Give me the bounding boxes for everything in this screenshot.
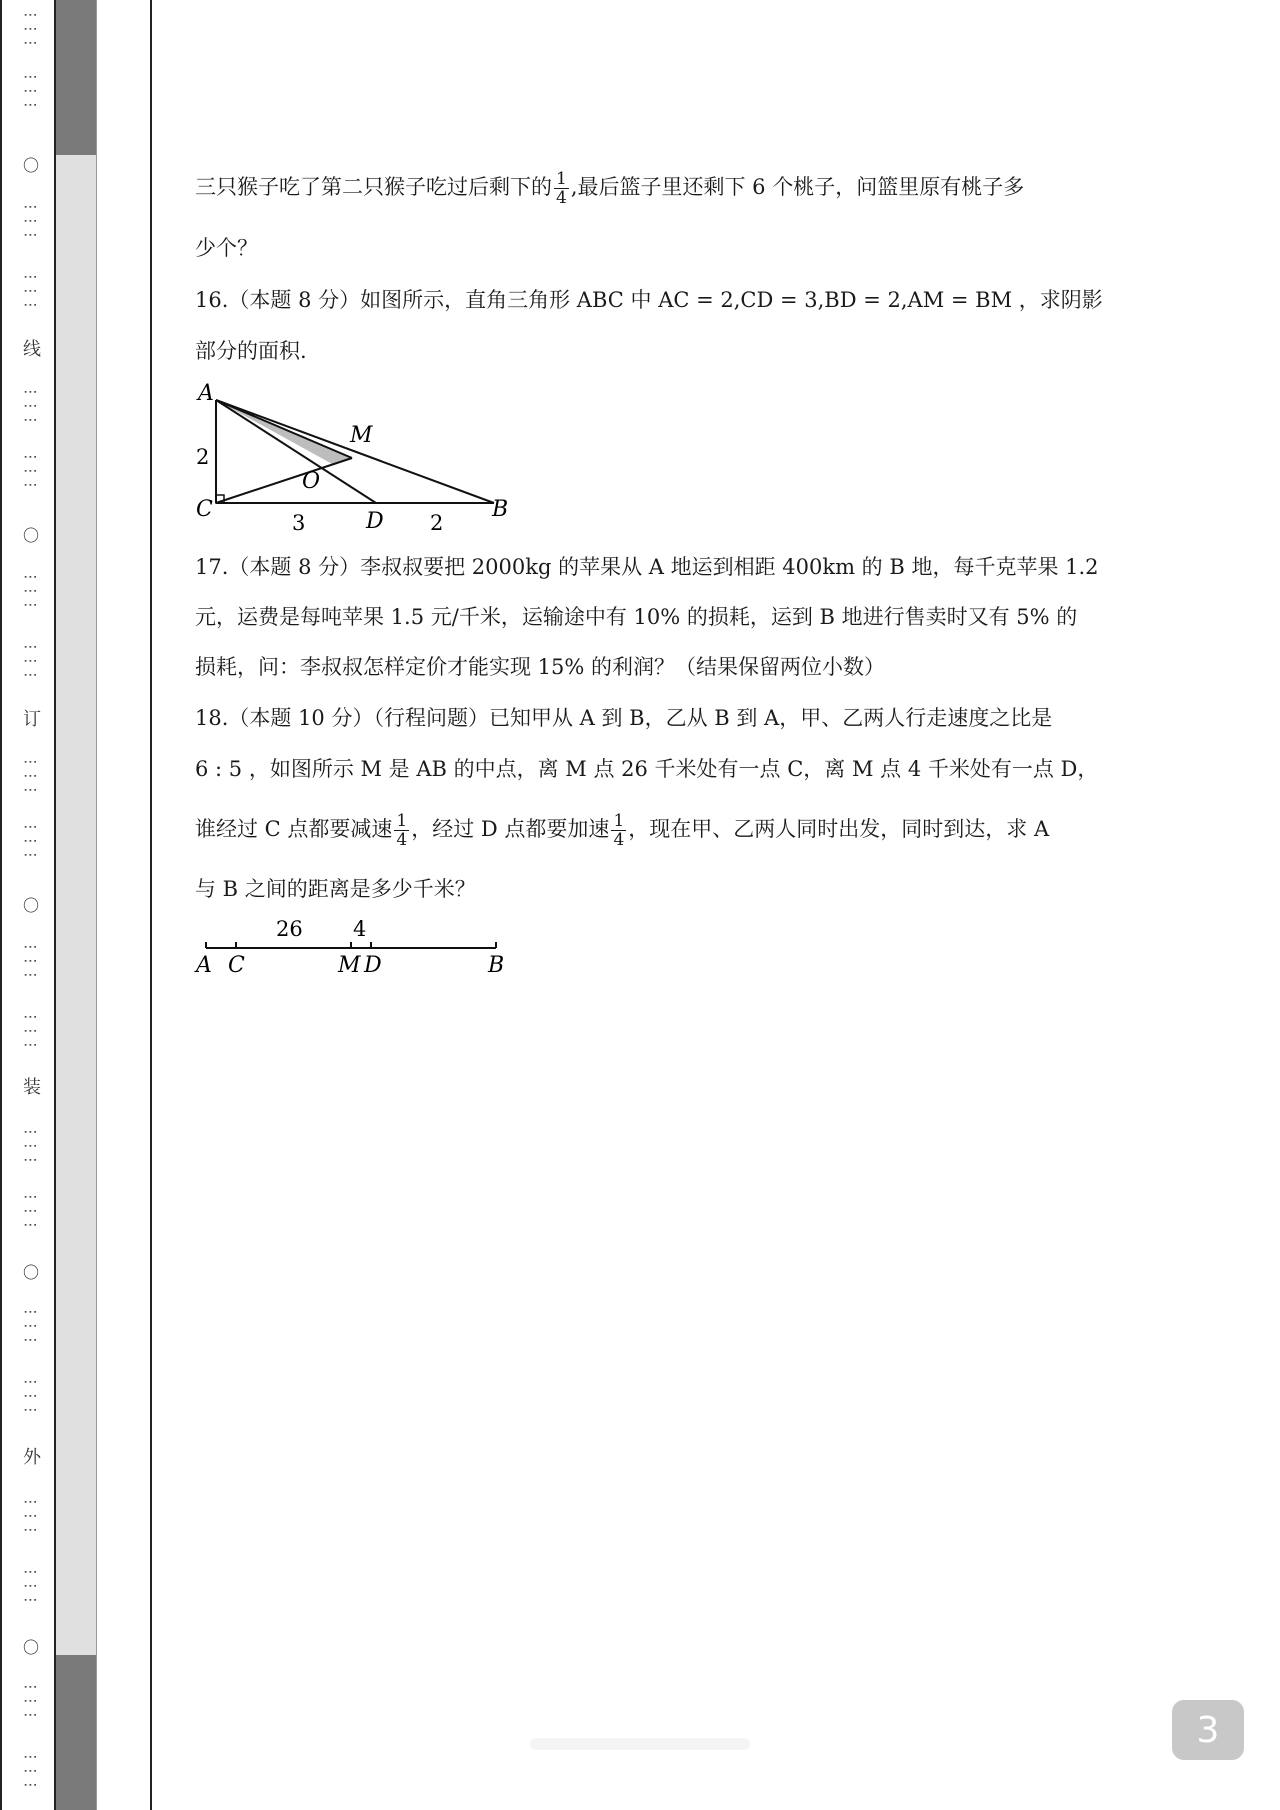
circle-mark: 〇 — [23, 156, 40, 175]
q18-line2: 6 : 5 ，如图所示 M 是 AB 的中点，离 M 点 26 千米处有一点 C，离 M 点 4 千米处有一点 D， — [195, 757, 1099, 781]
dots: ⋮⋮⋮ — [22, 1305, 38, 1347]
dots: ⋮⋮⋮ — [22, 755, 38, 797]
dots: ⋮⋮⋮ — [22, 450, 38, 492]
label-a: A — [198, 381, 214, 406]
page-number-badge: 3 — [1172, 1700, 1244, 1760]
fraction — [611, 812, 626, 849]
segment-cm — [216, 458, 352, 503]
fraction-den: 4 — [613, 830, 625, 850]
q18-text-b: ，经过 D 点都要加速 — [411, 817, 610, 841]
circle-mark: 〇 — [23, 526, 40, 545]
circle-mark: 〇 — [23, 896, 40, 915]
dots: ⋮⋮⋮ — [22, 570, 38, 612]
distance-cm: 26 — [276, 917, 303, 941]
binding-band-top — [56, 0, 96, 155]
q17-line1: 17.（本题 8 分）李叔叔要把 2000kg 的苹果从 A 地运到相距 400km 的 B 地，每千克苹果 1.2 — [195, 555, 1099, 579]
dots: ⋮⋮⋮ — [22, 1680, 38, 1722]
circle-mark: 〇 — [23, 1638, 40, 1657]
binding-band-bottom — [56, 1655, 96, 1810]
length-cd: 3 — [292, 511, 306, 535]
figure-q16 — [190, 378, 520, 538]
dots: ⋮⋮⋮ — [22, 70, 38, 112]
bind-char-xian: 线 — [23, 339, 41, 360]
dots: ⋮⋮⋮ — [22, 1190, 38, 1232]
length-ac: 2 — [196, 445, 210, 469]
fraction-num: 1 — [396, 811, 408, 831]
q16-line2: 部分的面积. — [195, 339, 307, 363]
binding-band — [56, 0, 97, 1810]
point-d: D — [364, 953, 382, 978]
dots: ⋮⋮⋮ — [22, 270, 38, 312]
length-db: 2 — [430, 511, 444, 535]
dots: ⋮⋮⋮ — [22, 8, 38, 50]
scroll-indicator — [530, 1738, 750, 1750]
label-o: O — [302, 469, 321, 494]
q18-text-c: ，现在甲、乙两人同时出发，同时到达，求 A — [628, 817, 1050, 841]
q17-line2: 元，运费是每吨苹果 1.5 元/千米，运输途中有 10% 的损耗，运到 B 地进行售卖时又有 5% 的 — [195, 605, 1078, 629]
bind-char-ding: 订 — [23, 709, 41, 730]
dots: ⋮⋮⋮ — [22, 940, 38, 982]
fraction — [554, 170, 569, 207]
point-m: M — [338, 953, 361, 978]
dots: ⋮⋮⋮ — [22, 385, 38, 427]
label-d: D — [366, 509, 384, 534]
dots: ⋮⋮⋮ — [22, 200, 38, 242]
q18-line4: 与 B 之间的距离是多少千米？ — [195, 877, 476, 901]
margin-divider — [150, 0, 152, 1810]
dots: ⋮⋮⋮ — [22, 1375, 38, 1417]
q15-text-a: 三只猴子吃了第二只猴子吃过后剩下的 — [195, 175, 552, 199]
q15-text-b: ,最后篮子里还剩下 6 个桃子，问篮里原有桃子多 — [570, 175, 1025, 199]
dots: ⋮⋮⋮ — [22, 1750, 38, 1792]
fraction-num: 1 — [613, 811, 625, 831]
dots: ⋮⋮⋮ — [22, 1565, 38, 1607]
q15-line2: 少个？ — [195, 236, 258, 260]
fraction-num: 1 — [556, 169, 567, 189]
distance-md: 4 — [353, 917, 367, 941]
fraction — [394, 812, 409, 849]
q18-line1: 18.（本题 10 分）（行程问题）已知甲从 A 到 B，乙从 B 到 A，甲、乙两人行走速度之比是 — [195, 706, 1053, 730]
label-m: M — [350, 423, 373, 448]
fraction-den: 4 — [396, 830, 408, 850]
figure-q18 — [190, 912, 520, 978]
segment-ab — [216, 400, 494, 503]
dots: ⋮⋮⋮ — [22, 640, 38, 682]
label-b: B — [492, 497, 509, 522]
label-c: C — [196, 497, 213, 522]
q16-line1: 16.（本题 8 分）如图所示，直角三角形 ABC 中 AC = 2,CD = 3,BD = 2,AM = BM ，求阴影 — [195, 288, 1103, 312]
q18-line3 — [195, 812, 1049, 849]
q15-line1 — [195, 170, 1024, 207]
circle-mark: 〇 — [23, 1263, 40, 1282]
binding-line — [22, 0, 41, 1810]
bind-char-zhuang: 装 — [23, 1077, 41, 1098]
fraction-den: 4 — [556, 188, 567, 208]
point-a: A — [196, 953, 212, 978]
dots: ⋮⋮⋮ — [22, 1125, 38, 1167]
point-b: B — [488, 953, 505, 978]
q18-text-a: 谁经过 C 点都要减速 — [195, 817, 393, 841]
segment-ad — [216, 400, 376, 503]
dots: ⋮⋮⋮ — [22, 1010, 38, 1052]
q17-line3: 损耗，问：李叔叔怎样定价才能实现 15% 的利润？（结果保留两位小数） — [195, 655, 886, 679]
dots: ⋮⋮⋮ — [22, 820, 38, 862]
segment-am — [216, 400, 352, 458]
bind-char-wai: 外 — [23, 1447, 41, 1468]
point-c: C — [228, 953, 245, 978]
dots: ⋮⋮⋮ — [22, 1495, 38, 1537]
